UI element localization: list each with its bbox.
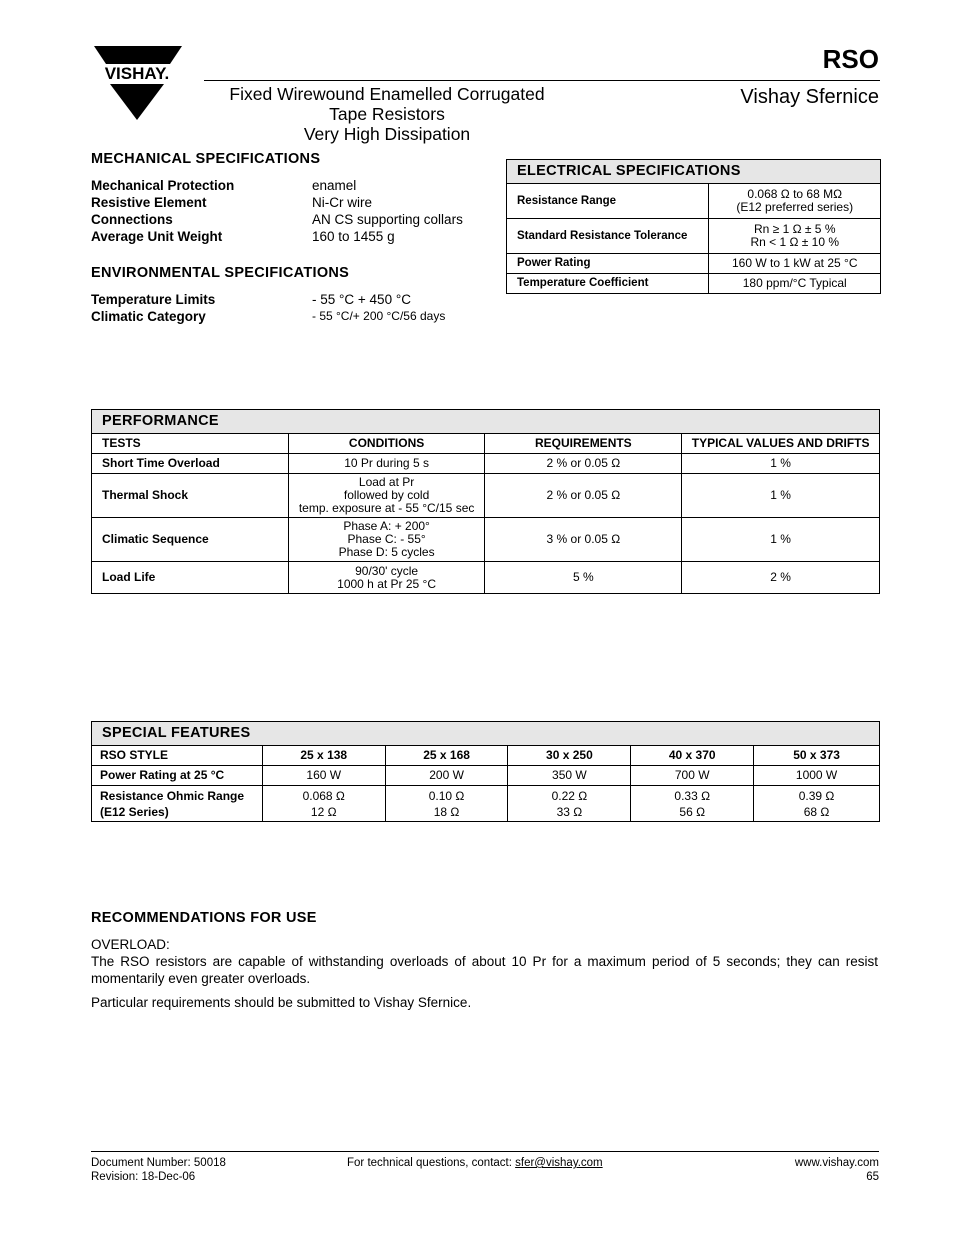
spec-value: - 55 °C/+ 200 °C/56 days xyxy=(312,309,446,323)
condition-line: temp. exposure at - 55 °C/15 sec xyxy=(298,501,475,515)
condition-line: 90/30' cycle xyxy=(355,563,419,578)
column-header: 30 x 250 xyxy=(508,746,631,766)
table-row xyxy=(92,518,880,562)
condition-line: 1000 h at Pr 25 °C xyxy=(337,576,437,591)
test-name: Thermal Shock xyxy=(92,474,289,518)
spec-value xyxy=(709,184,881,219)
column-header: REQUIREMENTS xyxy=(485,434,682,454)
column-header: RSO STYLE xyxy=(92,746,263,766)
table-cell xyxy=(385,786,508,822)
svg-text:VISHAY.: VISHAY. xyxy=(104,64,170,83)
table-cell xyxy=(631,786,754,822)
condition-line: Phase A: + 200° xyxy=(343,519,430,533)
website: www.vishay.com xyxy=(794,1157,879,1169)
table-cell: 350 W xyxy=(508,766,631,786)
mechanical-specs-heading: MECHANICAL SPECIFICATIONS xyxy=(91,151,321,167)
range-max: 56 Ω xyxy=(679,804,706,819)
electrical-specs-table xyxy=(506,159,881,294)
test-name: Short Time Overload xyxy=(92,454,289,474)
table-row xyxy=(507,274,881,294)
table-cell xyxy=(754,786,880,822)
label-line: (E12 Series) xyxy=(100,804,169,819)
test-typical: 1 % xyxy=(682,518,880,562)
overload-paragraph: The RSO resistors are capable of withstanding overloads of about 10 Pr for a maximum period of 5 seconds; they can resist momentarily even greater overloads. xyxy=(91,954,878,986)
footer-document-info xyxy=(91,1157,226,1184)
spec-value: AN CS supporting collars xyxy=(312,212,463,227)
performance-heading: PERFORMANCE xyxy=(92,410,880,434)
range-min: 0.10 Ω xyxy=(428,788,465,803)
range-max: 33 Ω xyxy=(556,804,583,819)
test-conditions xyxy=(288,562,485,594)
test-typical: 1 % xyxy=(682,474,880,518)
environmental-specs-list xyxy=(91,291,445,325)
table-row xyxy=(92,454,880,474)
value-line: 0.068 Ω to 68 MΩ xyxy=(747,187,843,201)
table-row xyxy=(92,474,880,518)
range-min: 0.39 Ω xyxy=(798,788,835,803)
spec-value: Ni-Cr wire xyxy=(312,195,372,210)
table-cell: 200 W xyxy=(385,766,508,786)
test-requirement: 3 % or 0.05 Ω xyxy=(485,518,682,562)
spec-value: - 55 °C + 450 °C xyxy=(312,292,411,307)
spec-label: Average Unit Weight xyxy=(91,229,223,244)
condition-line: followed by cold xyxy=(343,488,430,502)
table-cell: 1000 W xyxy=(754,766,880,786)
spec-value: 180 ppm/°C Typical xyxy=(709,274,881,294)
test-requirement: 2 % or 0.05 Ω xyxy=(485,454,682,474)
requirements-note: Particular requirements should be submitted to Vishay Sfernice. xyxy=(91,995,472,1010)
spec-row xyxy=(91,308,445,325)
range-min: 0.068 Ω xyxy=(302,788,345,803)
range-max: 68 Ω xyxy=(803,804,830,819)
spec-row xyxy=(91,177,463,194)
column-header: 50 x 373 xyxy=(754,746,880,766)
spec-value: 160 to 1455 g xyxy=(312,229,395,244)
spec-label: Resistance Range xyxy=(507,184,709,219)
table-cell: 700 W xyxy=(631,766,754,786)
range-max: 18 Ω xyxy=(433,804,460,819)
special-features-table xyxy=(91,721,880,822)
contact-prefix: For technical questions, contact: xyxy=(347,1157,516,1169)
recommendations-heading: RECOMMENDATIONS FOR USE xyxy=(91,910,317,926)
spec-label: Climatic Category xyxy=(91,309,206,324)
test-conditions xyxy=(288,518,485,562)
test-requirement: 2 % or 0.05 Ω xyxy=(485,474,682,518)
value-line: Rn ≥ 1 Ω ± 5 % xyxy=(753,222,836,236)
spec-value: 160 W to 1 kW at 25 °C xyxy=(709,254,881,274)
value-line: (E12 preferred series) xyxy=(736,200,854,214)
contact-email-link[interactable]: sfer@vishay.com xyxy=(515,1157,603,1169)
test-requirement: 5 % xyxy=(485,562,682,594)
test-name: Load Life xyxy=(92,562,289,594)
test-typical: 1 % xyxy=(682,454,880,474)
range-min: 0.22 Ω xyxy=(551,788,588,803)
column-header: TYPICAL VALUES AND DRIFTS xyxy=(682,434,880,454)
value-line: Rn < 1 Ω ± 10 % xyxy=(750,235,840,249)
spec-label: Mechanical Protection xyxy=(91,178,235,193)
brand-name: Vishay Sfernice xyxy=(740,86,879,108)
condition-line: Phase C: - 55° xyxy=(347,532,426,546)
spec-row xyxy=(91,291,445,308)
condition-line: Phase D: 5 cycles xyxy=(338,545,435,559)
header-rule xyxy=(204,80,880,81)
row-label: Power Rating at 25 °C xyxy=(92,766,263,786)
spec-label: Standard Resistance Tolerance xyxy=(507,219,709,254)
document-number: Document Number: 50018 xyxy=(91,1157,226,1169)
range-max: 12 Ω xyxy=(310,804,337,819)
table-row xyxy=(92,786,880,822)
table-row xyxy=(92,766,880,786)
table-row xyxy=(507,219,881,254)
table-header-row xyxy=(92,746,880,766)
spec-row xyxy=(91,194,463,211)
spec-value xyxy=(709,219,881,254)
table-row xyxy=(92,562,880,594)
spec-row xyxy=(91,228,463,245)
vishay-logo xyxy=(90,44,184,122)
performance-table xyxy=(91,409,880,594)
footer-contact xyxy=(347,1157,603,1171)
spec-label: Power Rating xyxy=(507,254,709,274)
spec-label: Resistive Element xyxy=(91,195,207,210)
test-name: Climatic Sequence xyxy=(92,518,289,562)
recommendations-body xyxy=(91,936,878,1018)
table-header-row xyxy=(92,434,880,454)
column-header: 25 x 168 xyxy=(385,746,508,766)
mechanical-specs-list xyxy=(91,177,463,245)
document-subtitle xyxy=(222,84,552,144)
test-conditions: 10 Pr during 5 s xyxy=(288,454,485,474)
table-cell: 160 W xyxy=(262,766,385,786)
row-label xyxy=(92,786,263,822)
product-code: RSO xyxy=(822,44,879,74)
revision-date: Revision: 18-Dec-06 xyxy=(91,1170,196,1183)
test-conditions xyxy=(288,474,485,518)
condition-line: Load at Pr xyxy=(358,475,415,489)
page-number: 65 xyxy=(866,1170,879,1183)
table-cell xyxy=(262,786,385,822)
environmental-specs-heading: ENVIRONMENTAL SPECIFICATIONS xyxy=(91,265,350,281)
column-header: 40 x 370 xyxy=(631,746,754,766)
spec-row xyxy=(91,211,463,228)
spec-label: Temperature Limits xyxy=(91,292,216,307)
spec-label: Connections xyxy=(91,212,173,227)
table-row xyxy=(507,184,881,219)
column-header: 25 x 138 xyxy=(262,746,385,766)
electrical-specs-heading: ELECTRICAL SPECIFICATIONS xyxy=(507,160,881,184)
range-min: 0.33 Ω xyxy=(674,788,711,803)
footer-site-info xyxy=(795,1157,879,1184)
special-features-heading: SPECIAL FEATURES xyxy=(92,722,880,746)
overload-label: OVERLOAD: xyxy=(91,937,170,952)
table-row xyxy=(507,254,881,274)
subtitle-line-2: Very High Dissipation xyxy=(303,124,471,144)
spec-label: Temperature Coefficient xyxy=(507,274,709,294)
spec-value: enamel xyxy=(312,178,357,193)
footer-rule xyxy=(91,1151,879,1152)
column-header: CONDITIONS xyxy=(288,434,485,454)
table-cell xyxy=(508,786,631,822)
label-line: Resistance Ohmic Range xyxy=(100,788,245,803)
column-header: TESTS xyxy=(92,434,289,454)
test-typical: 2 % xyxy=(682,562,880,594)
subtitle-line-1: Fixed Wirewound Enamelled Corrugated Tape Resistors xyxy=(229,84,545,124)
